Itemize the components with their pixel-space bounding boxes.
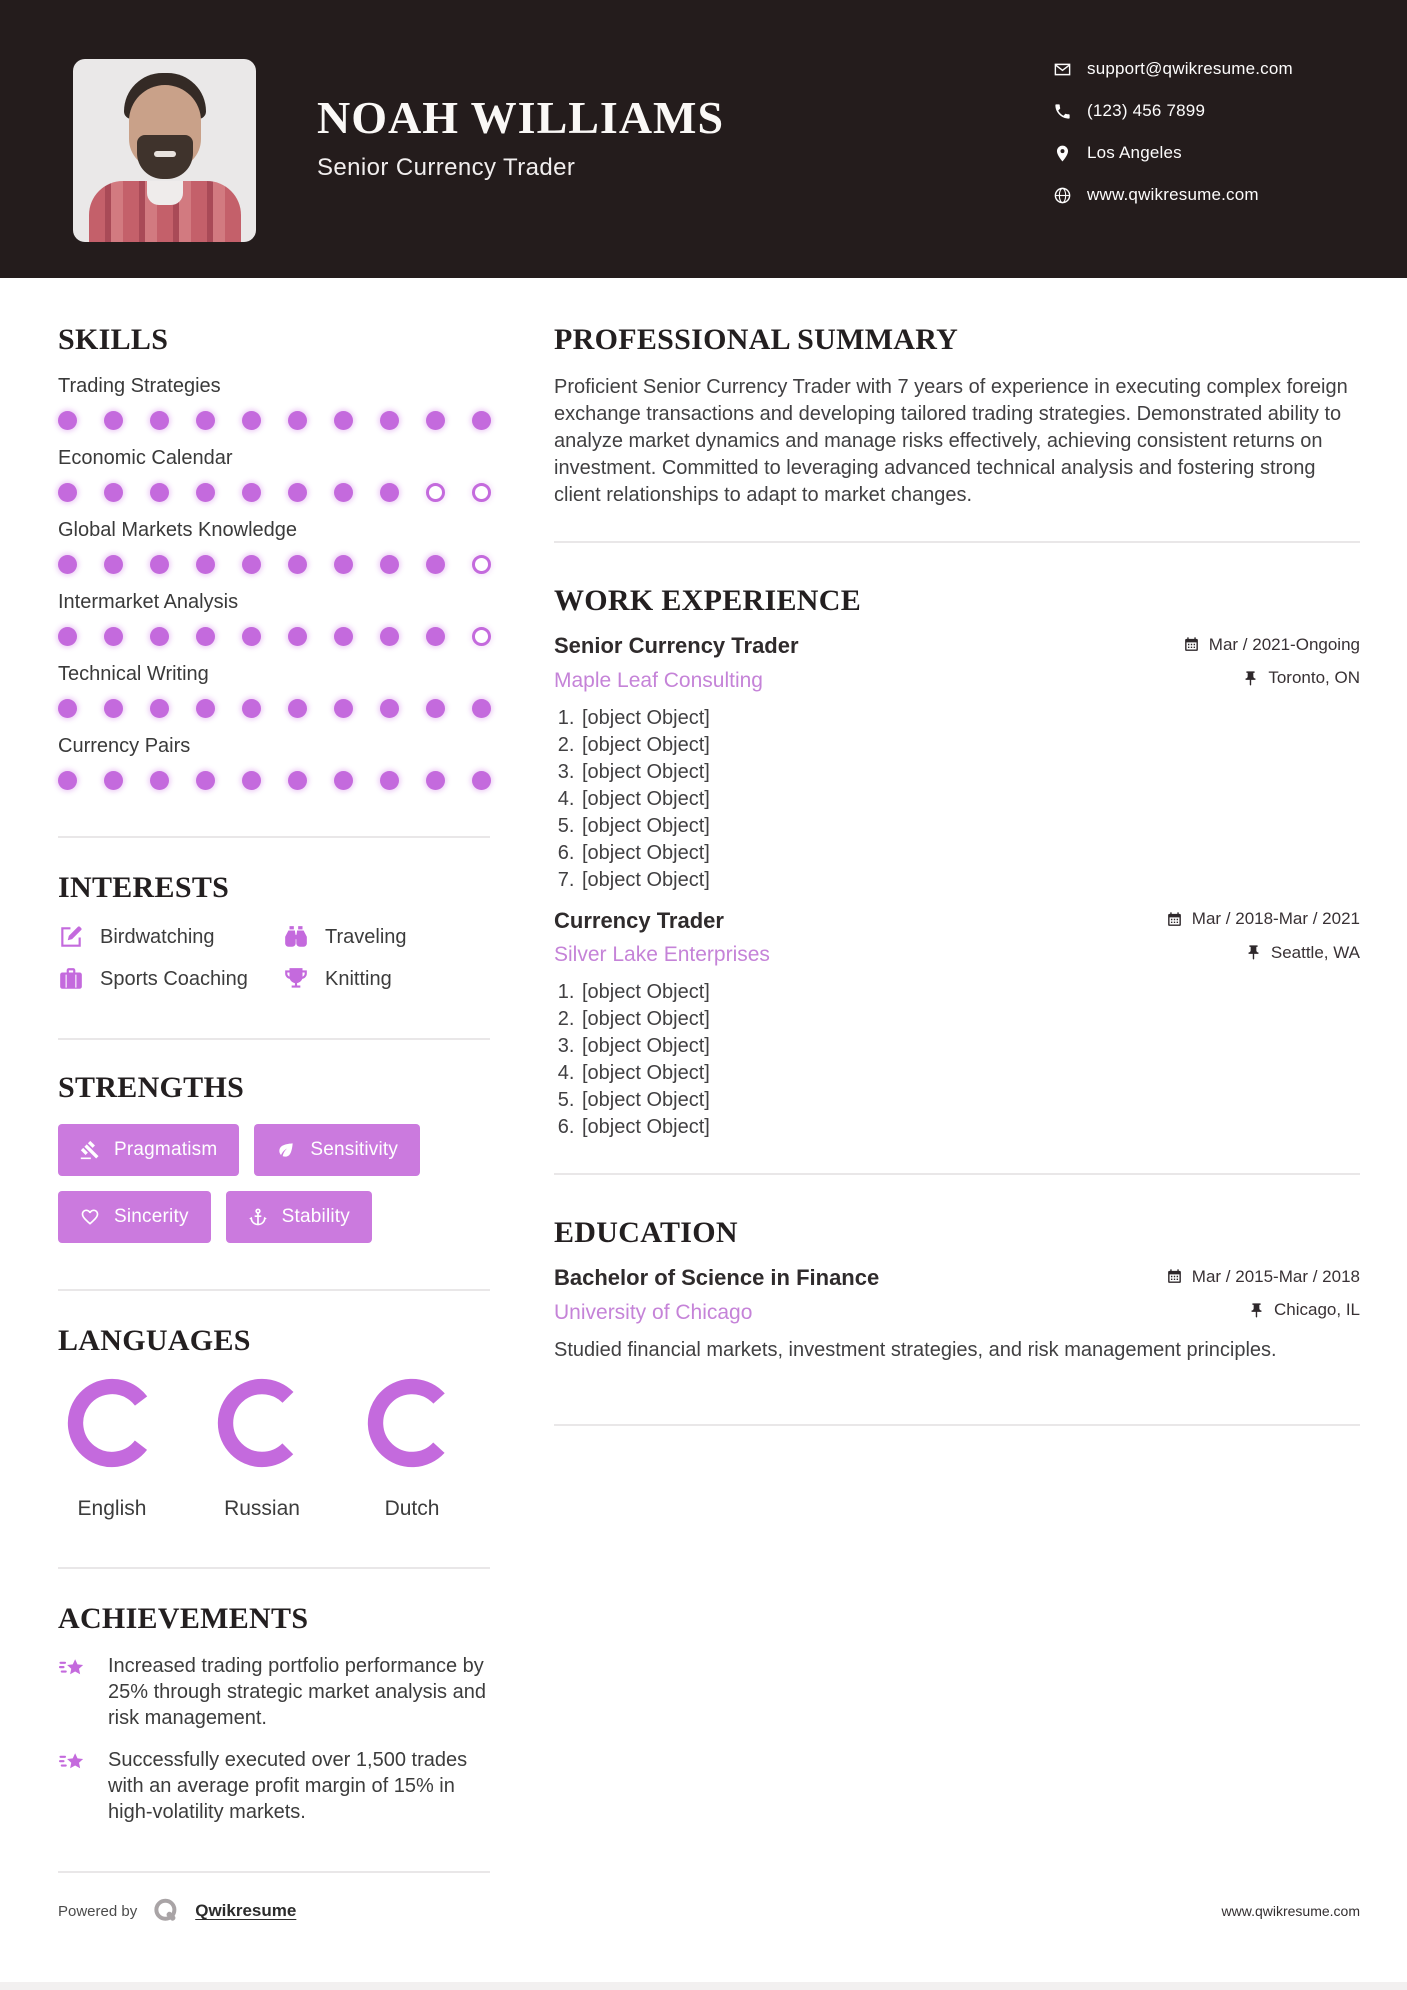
skill-dot-filled bbox=[288, 411, 307, 430]
skill-dot-filled bbox=[472, 771, 491, 790]
job-company-row bbox=[554, 943, 1360, 968]
interests-grid bbox=[58, 924, 490, 992]
job-bullet: 5. [object Object] bbox=[580, 813, 1360, 840]
skill-rating bbox=[58, 483, 490, 502]
work-experience-section bbox=[554, 583, 1360, 1141]
interest-label: Knitting bbox=[325, 967, 392, 990]
skill-dot-filled bbox=[150, 699, 169, 718]
skill-dot-filled bbox=[150, 771, 169, 790]
skill-dot-filled bbox=[242, 699, 261, 718]
education-description: Studied financial markets, investment strategies, and risk management principles. bbox=[554, 1338, 1277, 1361]
education-location-text: Chicago, IL bbox=[1274, 1300, 1360, 1319]
divider bbox=[58, 1567, 490, 1569]
skill-label: Technical Writing bbox=[58, 663, 209, 685]
divider bbox=[58, 836, 490, 838]
right-column bbox=[554, 278, 1360, 1873]
language-item bbox=[358, 1375, 466, 1521]
divider bbox=[58, 1289, 490, 1291]
strength-chip bbox=[226, 1191, 372, 1243]
avatar-beard bbox=[137, 135, 193, 179]
divider bbox=[554, 1173, 1360, 1175]
language-item bbox=[208, 1375, 316, 1521]
skill-dot-filled bbox=[242, 627, 261, 646]
powered-by-block bbox=[58, 1896, 296, 1926]
skill-dot-empty bbox=[472, 555, 491, 574]
skill-dot-empty bbox=[426, 483, 445, 502]
skill-dot-filled bbox=[104, 699, 123, 718]
heart-icon bbox=[80, 1207, 100, 1227]
footer bbox=[58, 1896, 1360, 1926]
skill-dot-filled bbox=[334, 699, 353, 718]
language-label: Dutch bbox=[384, 1497, 440, 1520]
job-header-row bbox=[554, 633, 1360, 659]
left-column bbox=[58, 278, 490, 1873]
skill-dot-filled bbox=[104, 771, 123, 790]
skill-dot-filled bbox=[334, 771, 353, 790]
interest-item bbox=[283, 966, 490, 992]
job-entry bbox=[554, 633, 1360, 894]
job-bullet: 4. [object Object] bbox=[580, 1060, 1360, 1087]
globe-icon bbox=[1053, 186, 1072, 205]
skill-dot-filled bbox=[104, 555, 123, 574]
skill-dot-filled bbox=[426, 771, 445, 790]
skill-dot-filled bbox=[150, 555, 169, 574]
skill-dot-filled bbox=[242, 483, 261, 502]
job-bullet: 5. [object Object] bbox=[580, 1087, 1360, 1114]
skill-dot-filled bbox=[380, 411, 399, 430]
skill-dot-filled bbox=[472, 411, 491, 430]
skill-dot-filled bbox=[334, 627, 353, 646]
skill-dot-filled bbox=[288, 771, 307, 790]
skill-dot-filled bbox=[380, 771, 399, 790]
job-company: Maple Leaf Consulting bbox=[554, 668, 763, 692]
skill-dot-filled bbox=[426, 699, 445, 718]
strength-chip bbox=[254, 1124, 420, 1176]
binoculars-icon bbox=[283, 924, 309, 950]
interest-item bbox=[283, 924, 490, 950]
divider bbox=[58, 1038, 490, 1040]
phone-icon bbox=[1053, 102, 1072, 121]
skill-dot-filled bbox=[196, 411, 215, 430]
skill-label: Currency Pairs bbox=[58, 735, 191, 757]
skill-item bbox=[58, 734, 490, 790]
job-date-text: Mar / 2021-Ongoing bbox=[1208, 634, 1360, 654]
job-title: Senior Currency Trader bbox=[554, 633, 799, 658]
skill-dot-filled bbox=[288, 699, 307, 718]
skill-dot-filled bbox=[196, 555, 215, 574]
language-label: English bbox=[77, 1497, 147, 1520]
avatar-collar bbox=[147, 181, 183, 205]
language-progress-ring bbox=[214, 1375, 310, 1471]
trophy-icon bbox=[283, 966, 309, 992]
skill-label: Trading Strategies bbox=[58, 375, 221, 397]
edit-icon bbox=[58, 924, 84, 950]
mail-icon bbox=[1053, 60, 1072, 79]
strengths-heading: STRENGTHS bbox=[58, 1071, 245, 1104]
job-location-text: Seattle, WA bbox=[1270, 942, 1360, 962]
language-progress-ring bbox=[364, 1375, 460, 1471]
skill-dot-filled bbox=[242, 771, 261, 790]
education-date bbox=[1166, 1267, 1360, 1287]
person-name: NOAH WILLIAMS bbox=[317, 92, 725, 143]
qwikresume-link[interactable]: Qwikresume bbox=[195, 1901, 297, 1920]
skill-dot-filled bbox=[426, 555, 445, 574]
interest-label: Birdwatching bbox=[100, 925, 215, 948]
languages-section bbox=[58, 1323, 490, 1521]
language-label: Russian bbox=[224, 1497, 300, 1520]
contact-item[interactable] bbox=[1053, 56, 1293, 82]
achievement-item bbox=[58, 1747, 490, 1825]
job-bullet: 6. [object Object] bbox=[580, 1114, 1360, 1141]
strength-label: Sensitivity bbox=[310, 1139, 399, 1160]
avatar-smile bbox=[154, 151, 176, 157]
job-company-row bbox=[554, 668, 1360, 693]
identity-block bbox=[317, 92, 724, 182]
skills-heading: SKILLS bbox=[58, 323, 169, 356]
contact-text: www.qwikresume.com bbox=[1087, 185, 1259, 204]
interest-item bbox=[58, 966, 283, 992]
summary-heading: PROFESSIONAL SUMMARY bbox=[554, 323, 959, 356]
language-progress-ring bbox=[64, 1375, 160, 1471]
job-bullet: 1. [object Object] bbox=[580, 979, 1360, 1006]
job-bullet: 1. [object Object] bbox=[580, 705, 1360, 732]
skill-dot-empty bbox=[472, 627, 491, 646]
contact-text: Los Angeles bbox=[1087, 143, 1182, 162]
skill-dot-filled bbox=[426, 411, 445, 430]
job-title: Currency Trader bbox=[554, 907, 724, 933]
job-bullet: 2. [object Object] bbox=[580, 1006, 1360, 1033]
profile-photo bbox=[73, 59, 256, 242]
interest-item bbox=[58, 924, 283, 950]
skill-label: Global Markets Knowledge bbox=[58, 519, 298, 541]
strength-label: Sincerity bbox=[114, 1206, 189, 1227]
job-bullet: 2. [object Object] bbox=[580, 732, 1360, 759]
education-location bbox=[1248, 1300, 1360, 1320]
interests-section bbox=[58, 870, 490, 992]
summary-text: Proficient Senior Currency Trader with 7 years of experience in executing complex foreign exchange transactions and developing tailored trading strategies. Demonstrated ability to analyze market dynamics and manage risks effectively, achieving consistent returns on investment. Committed to leveraging advanced technical analysis and fostering strong client relationships to adapt to market changes. bbox=[554, 376, 1348, 506]
job-bullet: 7. [object Object] bbox=[580, 867, 1360, 894]
skill-dot-filled bbox=[380, 555, 399, 574]
strength-chips bbox=[58, 1124, 490, 1243]
job-bullet: 3. [object Object] bbox=[580, 1033, 1360, 1060]
star-shoot-icon bbox=[58, 1749, 88, 1779]
job-bullet-list bbox=[554, 979, 1360, 1141]
education-heading: EDUCATION bbox=[554, 1216, 738, 1249]
briefcase-icon bbox=[58, 966, 84, 992]
interest-label: Traveling bbox=[325, 925, 407, 948]
qwikresume-logo-icon bbox=[151, 1896, 181, 1926]
leaf-icon bbox=[276, 1140, 296, 1160]
skill-dot-filled bbox=[58, 411, 77, 430]
skill-dot-filled bbox=[380, 483, 399, 502]
job-bullet: 4. [object Object] bbox=[580, 786, 1360, 813]
job-date bbox=[1166, 909, 1360, 929]
footer-website-link[interactable]: www.qwikresume.com bbox=[1221, 1903, 1360, 1919]
skill-dot-filled bbox=[196, 699, 215, 718]
skill-dot-filled bbox=[288, 627, 307, 646]
achievements-section bbox=[58, 1601, 490, 1825]
languages-heading: LANGUAGES bbox=[58, 1324, 251, 1357]
skill-dot-filled bbox=[242, 411, 261, 430]
skill-dot-filled bbox=[58, 771, 77, 790]
job-date bbox=[1183, 635, 1360, 655]
contact-item[interactable] bbox=[1053, 140, 1293, 166]
skill-item bbox=[58, 662, 490, 718]
skill-dot-filled bbox=[380, 627, 399, 646]
skill-dot-filled bbox=[58, 555, 77, 574]
skill-dot-filled bbox=[58, 699, 77, 718]
achievement-text: Increased trading portfolio performance by 25% through strategic market analysis and risk management. bbox=[108, 1655, 486, 1729]
contact-text: support@qwikresume.com bbox=[1087, 59, 1293, 78]
contact-list bbox=[1053, 56, 1293, 224]
skill-label: Economic Calendar bbox=[58, 447, 233, 469]
divider bbox=[554, 1424, 1360, 1426]
skill-dot-filled bbox=[472, 699, 491, 718]
contact-item[interactable] bbox=[1053, 182, 1293, 208]
skill-dot-filled bbox=[104, 483, 123, 502]
strength-chip bbox=[58, 1124, 239, 1176]
contact-text: (123) 456 7899 bbox=[1087, 101, 1206, 120]
skill-dot-filled bbox=[334, 411, 353, 430]
education-date-text: Mar / 2015-Mar / 2018 bbox=[1191, 1266, 1360, 1286]
skill-item bbox=[58, 518, 490, 574]
strengths-section bbox=[58, 1070, 490, 1243]
skill-dot-filled bbox=[104, 411, 123, 430]
achievement-item bbox=[58, 1653, 490, 1731]
skill-dot-empty bbox=[472, 483, 491, 502]
powered-by-text: Powered by bbox=[58, 1902, 138, 1920]
gavel-icon bbox=[80, 1140, 100, 1160]
language-item bbox=[58, 1375, 166, 1521]
skill-rating bbox=[58, 627, 490, 646]
skill-rating bbox=[58, 411, 490, 430]
job-location bbox=[1242, 668, 1360, 688]
star-shoot-icon bbox=[58, 1655, 88, 1685]
person-title: Senior Currency Trader bbox=[317, 154, 576, 181]
pushpin-icon bbox=[1242, 670, 1259, 687]
work-heading: WORK EXPERIENCE bbox=[554, 584, 862, 617]
job-header-row bbox=[554, 908, 1360, 934]
job-entry bbox=[554, 908, 1360, 1142]
strength-chip bbox=[58, 1191, 211, 1243]
languages-row bbox=[58, 1375, 490, 1521]
skill-item bbox=[58, 590, 490, 646]
degree-title: Bachelor of Science in Finance bbox=[554, 1265, 880, 1290]
job-location bbox=[1245, 943, 1360, 963]
achievement-text: Successfully executed over 1,500 trades with an average profit margin of 15% in high-volatility markets. bbox=[108, 1749, 468, 1823]
skill-dot-filled bbox=[242, 555, 261, 574]
skill-dot-filled bbox=[58, 627, 77, 646]
skill-dot-filled bbox=[288, 483, 307, 502]
anchor-icon bbox=[248, 1207, 268, 1227]
header bbox=[0, 0, 1407, 278]
achievements-heading: ACHIEVEMENTS bbox=[58, 1602, 309, 1635]
skill-dot-filled bbox=[334, 483, 353, 502]
job-location-text: Toronto, ON bbox=[1268, 668, 1360, 687]
skill-label: Intermarket Analysis bbox=[58, 591, 239, 613]
skill-item bbox=[58, 446, 490, 502]
job-date-text: Mar / 2018-Mar / 2021 bbox=[1191, 909, 1360, 928]
skill-dot-filled bbox=[380, 699, 399, 718]
divider bbox=[58, 1871, 490, 1873]
strength-label: Pragmatism bbox=[114, 1139, 218, 1160]
calendar-icon bbox=[1166, 1268, 1183, 1285]
skill-rating bbox=[58, 699, 490, 718]
skill-item bbox=[58, 374, 490, 430]
skill-dot-filled bbox=[196, 627, 215, 646]
skill-dot-filled bbox=[196, 483, 215, 502]
skill-dot-filled bbox=[288, 555, 307, 574]
content-columns bbox=[0, 278, 1407, 1873]
calendar-icon bbox=[1166, 911, 1183, 928]
skill-dot-filled bbox=[104, 627, 123, 646]
skill-dot-filled bbox=[334, 555, 353, 574]
skills-section bbox=[58, 322, 490, 790]
contact-item[interactable] bbox=[1053, 98, 1293, 124]
calendar-icon bbox=[1183, 636, 1200, 653]
pushpin-icon bbox=[1245, 944, 1262, 961]
skill-dot-filled bbox=[426, 627, 445, 646]
job-company: Silver Lake Enterprises bbox=[554, 943, 770, 966]
education-entry bbox=[554, 1265, 1360, 1364]
skill-dot-filled bbox=[196, 771, 215, 790]
education-header-row bbox=[554, 1265, 1360, 1291]
job-bullet-list bbox=[554, 705, 1360, 894]
skill-rating bbox=[58, 555, 490, 574]
summary-section bbox=[554, 322, 1360, 509]
skill-rating bbox=[58, 771, 490, 790]
divider bbox=[554, 541, 1360, 543]
pin-icon bbox=[1053, 144, 1072, 163]
job-bullet: 3. [object Object] bbox=[580, 759, 1360, 786]
skill-dot-filled bbox=[150, 627, 169, 646]
skill-dot-filled bbox=[150, 411, 169, 430]
job-bullet: 6. [object Object] bbox=[580, 840, 1360, 867]
skill-dot-filled bbox=[150, 483, 169, 502]
pushpin-icon bbox=[1248, 1302, 1265, 1319]
skill-dot-filled bbox=[58, 483, 77, 502]
interests-heading: INTERESTS bbox=[58, 871, 230, 904]
education-school-row bbox=[554, 1300, 1360, 1325]
interest-label: Sports Coaching bbox=[100, 967, 248, 990]
school-name: University of Chicago bbox=[554, 1300, 753, 1324]
education-section bbox=[554, 1215, 1360, 1364]
strength-label: Stability bbox=[281, 1206, 350, 1227]
